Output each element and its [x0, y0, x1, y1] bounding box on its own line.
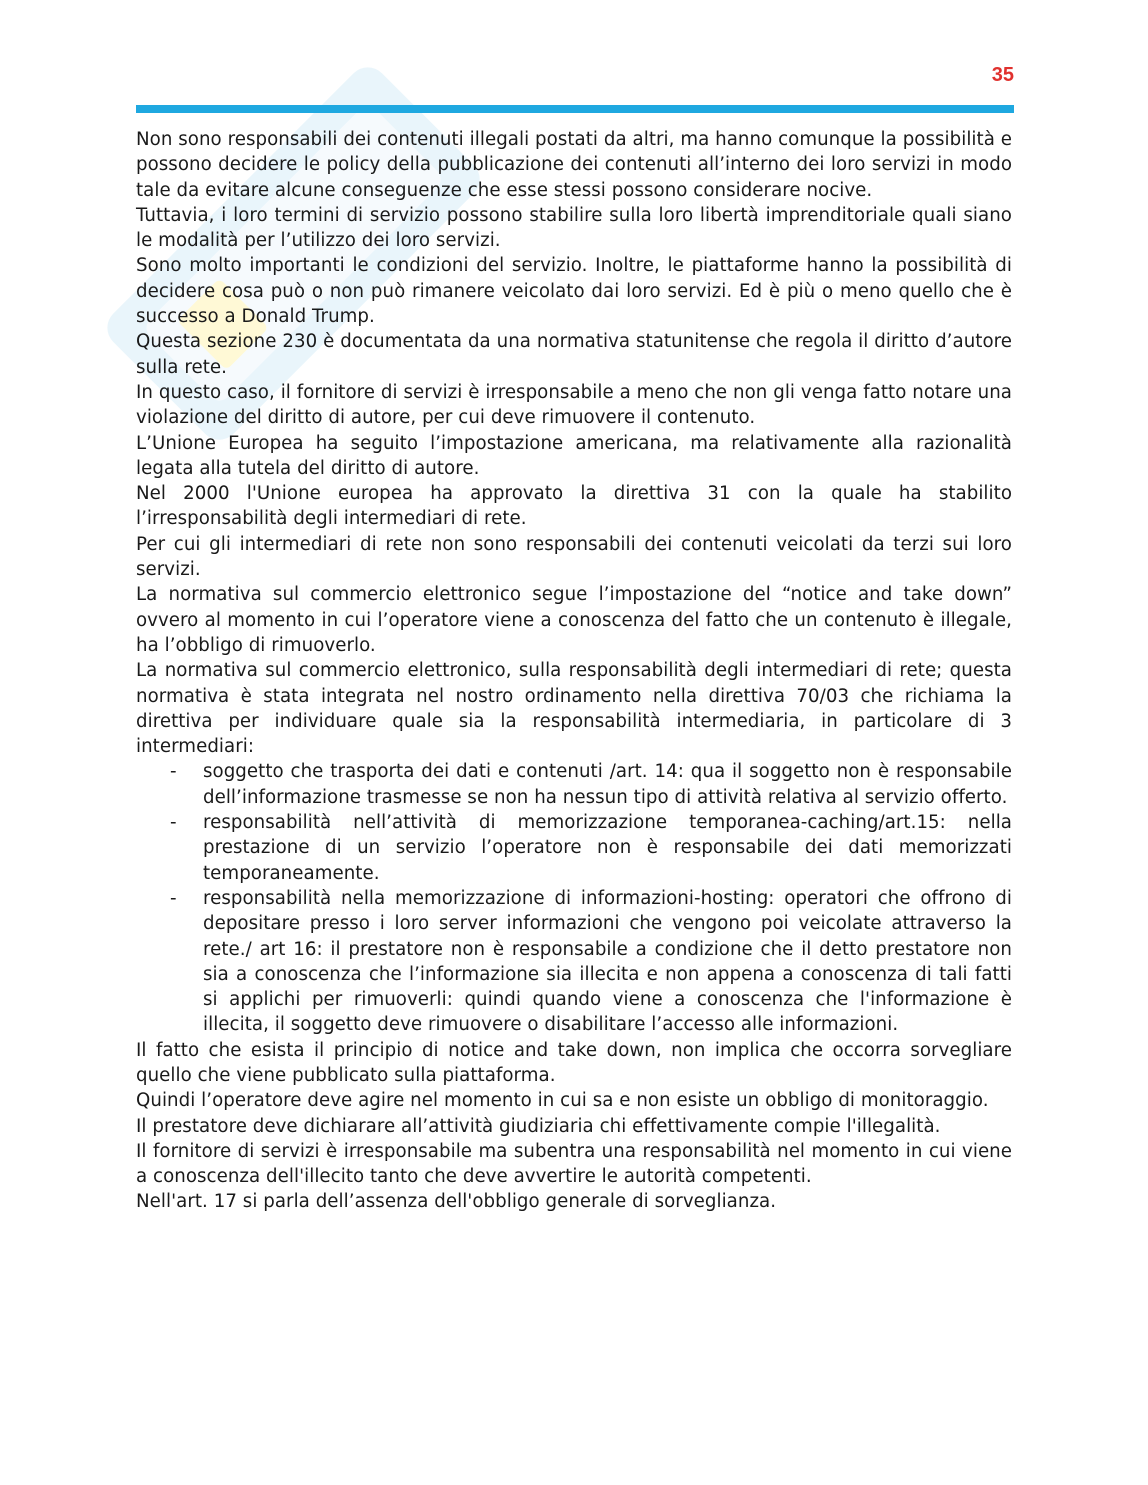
- paragraph: Sono molto importanti le condizioni del servizio. Inoltre, le piattaforme hanno la possibilità di decidere cosa può o non può rimanere veicolato dai loro servizi. Ed è più o meno quello che è successo a Donald Trump.: [136, 255, 1012, 328]
- paragraph: Il prestatore deve dichiarare all’attività giudiziaria chi effettivamente compie l'illegalità.: [136, 1115, 941, 1137]
- paragraph: La normativa sul commercio elettronico segue l’impostazione del “notice and take down” ovvero al momento in cui l’operatore viene a conoscenza del fatto che un contenuto è illegale, ha l’obbligo di rimuoverlo.: [136, 584, 1012, 656]
- paragraph: Nell'art. 17 si parla dell’assenza dell'obbligo generale di sorveglianza.: [136, 1191, 777, 1213]
- paragraph: Tuttavia, i loro termini di servizio possono stabilire sulla loro libertà imprenditoriale quali siano le modalità per l’utilizzo dei loro servizi.: [136, 204, 1012, 252]
- paragraph: La normativa sul commercio elettronico, sulla responsabilità degli intermediari di rete; questa normativa è stata integrata nel nostro ordinamento nella direttiva 70/03 che richiama la direttiva per individuare quale sia la responsabilità intermediaria, in particolare di 3 intermediari:: [136, 660, 1012, 758]
- list-item-text: responsabilità nella memorizzazione di informazioni-hosting: operatori che offrono di depositare presso i loro server informazioni che vengono poi veicolate attraverso la rete./ art 16: il prestatore non è responsabile a condizione che il detto prestatore non sia a conoscenza che l’informazione sia illecita e non appena a conoscenza di tali fatti si applichi per rimuoverli: quindi quando viene a conoscenza che l'informazione è illecita, il soggetto deve rimuovere o disabilitare l’accesso alle informazioni.: [203, 887, 1012, 1036]
- paragraph: Non sono responsabili dei contenuti illegali postati da altri, ma hanno comunque la possibilità e possono decidere le policy della pubblicazione dei contenuti all’interno dei loro servizi in modo tale da evitare alcune conseguenze che esse stessi possono considerare nocive.: [136, 129, 1012, 201]
- paragraph: Nel 2000 l'Unione europea ha approvato la direttiva 31 con la quale ha stabilito l’irresponsabilità degli intermediari di rete.: [136, 483, 1012, 530]
- paragraph: Il fatto che esista il principio di notice and take down, non implica che occorra sorvegliare quello che viene pubblicato sulla piattaforma.: [136, 1039, 1012, 1086]
- page-content: [136, 127, 1012, 1215]
- bullet-dash: -: [170, 812, 177, 834]
- list-item-text: soggetto che trasporta dei dati e contenuti /art. 14: qua il soggetto non è responsabile dell’informazione trasmesse se non ha nessun tipo di attività relativa al servizio offerto.: [203, 761, 1012, 808]
- page-number: 35: [991, 64, 1014, 86]
- paragraph: Per cui gli intermediari di rete non sono responsabili dei contenuti veicolati da terzi sui loro servizi.: [136, 533, 1012, 581]
- paragraph: Questa sezione 230 è documentata da una normativa statunitense che regola il diritto d’autore sulla rete.: [136, 331, 1012, 378]
- paragraph: L’Unione Europea ha seguito l’impostazione americana, ma relativamente alla razionalità legata alla tutela del diritto di autore.: [136, 432, 1012, 479]
- list-item: [136, 759, 1012, 810]
- paragraph: In questo caso, il fornitore di servizi è irresponsabile a meno che non gli venga fatto notare una violazione del diritto di autore, per cui deve rimuovere il contenuto.: [136, 381, 1012, 429]
- intermediaries-list: [136, 759, 1012, 1037]
- header-rule: [136, 105, 1014, 113]
- list-item-text: responsabilità nell’attività di memorizzazione temporanea-caching/art.15: nella prestazione di un servizio l’operatore non è responsabile dei dati memorizzati temporaneamente.: [203, 812, 1012, 884]
- paragraph: Quindi l’operatore deve agire nel momento in cui sa e non esiste un obbligo di monitoraggio.: [136, 1090, 989, 1112]
- bullet-dash: -: [170, 761, 177, 783]
- list-item: [136, 810, 1012, 886]
- paragraph: Il fornitore di servizi è irresponsabile ma subentra una responsabilità nel momento in cui viene a conoscenza dell'illecito tanto che deve avvertire le autorità competenti.: [136, 1140, 1012, 1188]
- list-item: [136, 886, 1012, 1038]
- bullet-dash: -: [170, 887, 177, 909]
